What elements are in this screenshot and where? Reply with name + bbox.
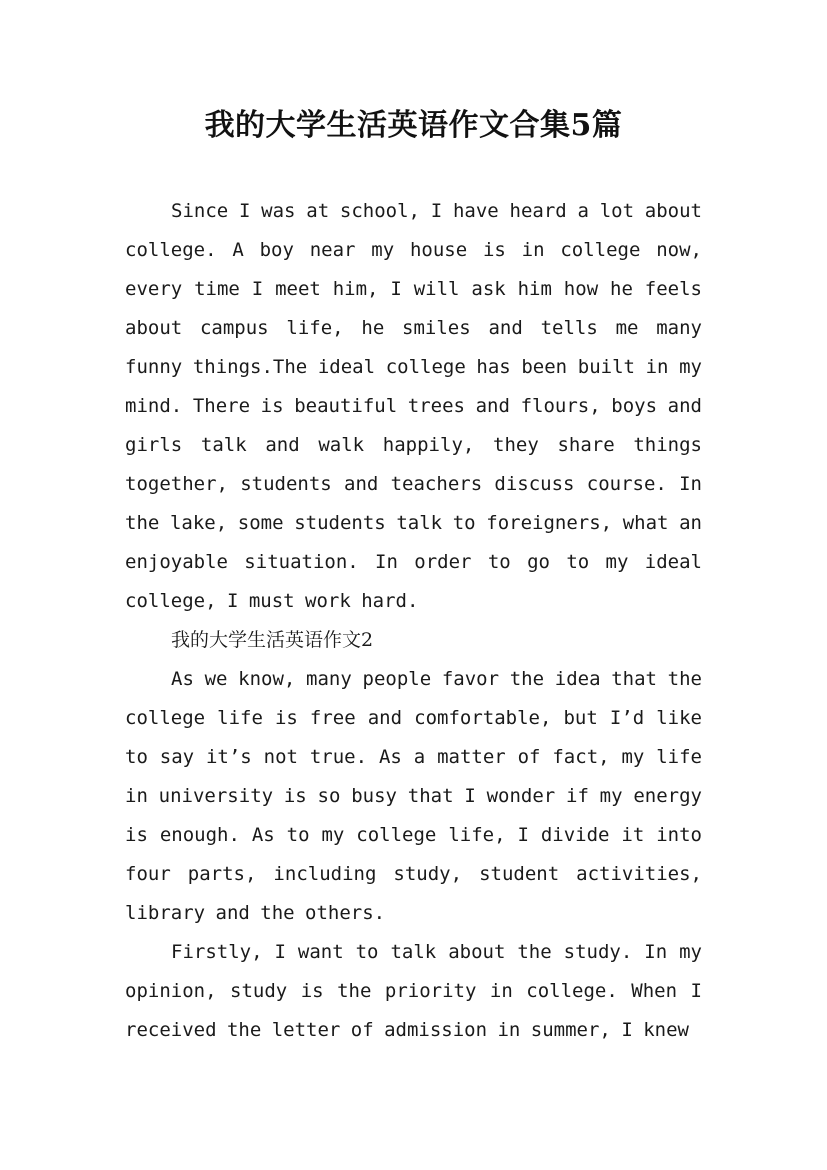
document-title: 我的大学生活英语作文合集5篇	[204, 108, 623, 143]
paragraph-1: Since I was at school, I have heard a lot about college. A boy near my house is in college now, every time I meet him, I will ask him how he feels about campus life, he smiles and tells me many funny things.The ideal college has been built in my mind. There is beautiful trees and flours, boys and girls talk and walk happily, they share things together, students and teachers discuss course. In the lake, some students talk to foreigners, what an enjoyable situation. In order to go to my ideal college, I must work hard.	[125, 200, 702, 612]
essay-heading-2: 我的大学生活英语作文2	[171, 629, 374, 651]
paragraph-3: Firstly, I want to talk about the study. In my opinion, study is the priority in college. When I received the letter of admission in summer, I knew	[125, 941, 702, 1041]
document-body	[125, 192, 702, 1050]
paragraph-2: As we know, many people favor the idea that the college life is free and comfortable, but I’d like to say it’s not true. As a matter of fact, my life in university is so busy that I wonder if my energy is enough. As to my college life, I divide it into four parts, including study, student activities, library and the others.	[125, 668, 702, 924]
